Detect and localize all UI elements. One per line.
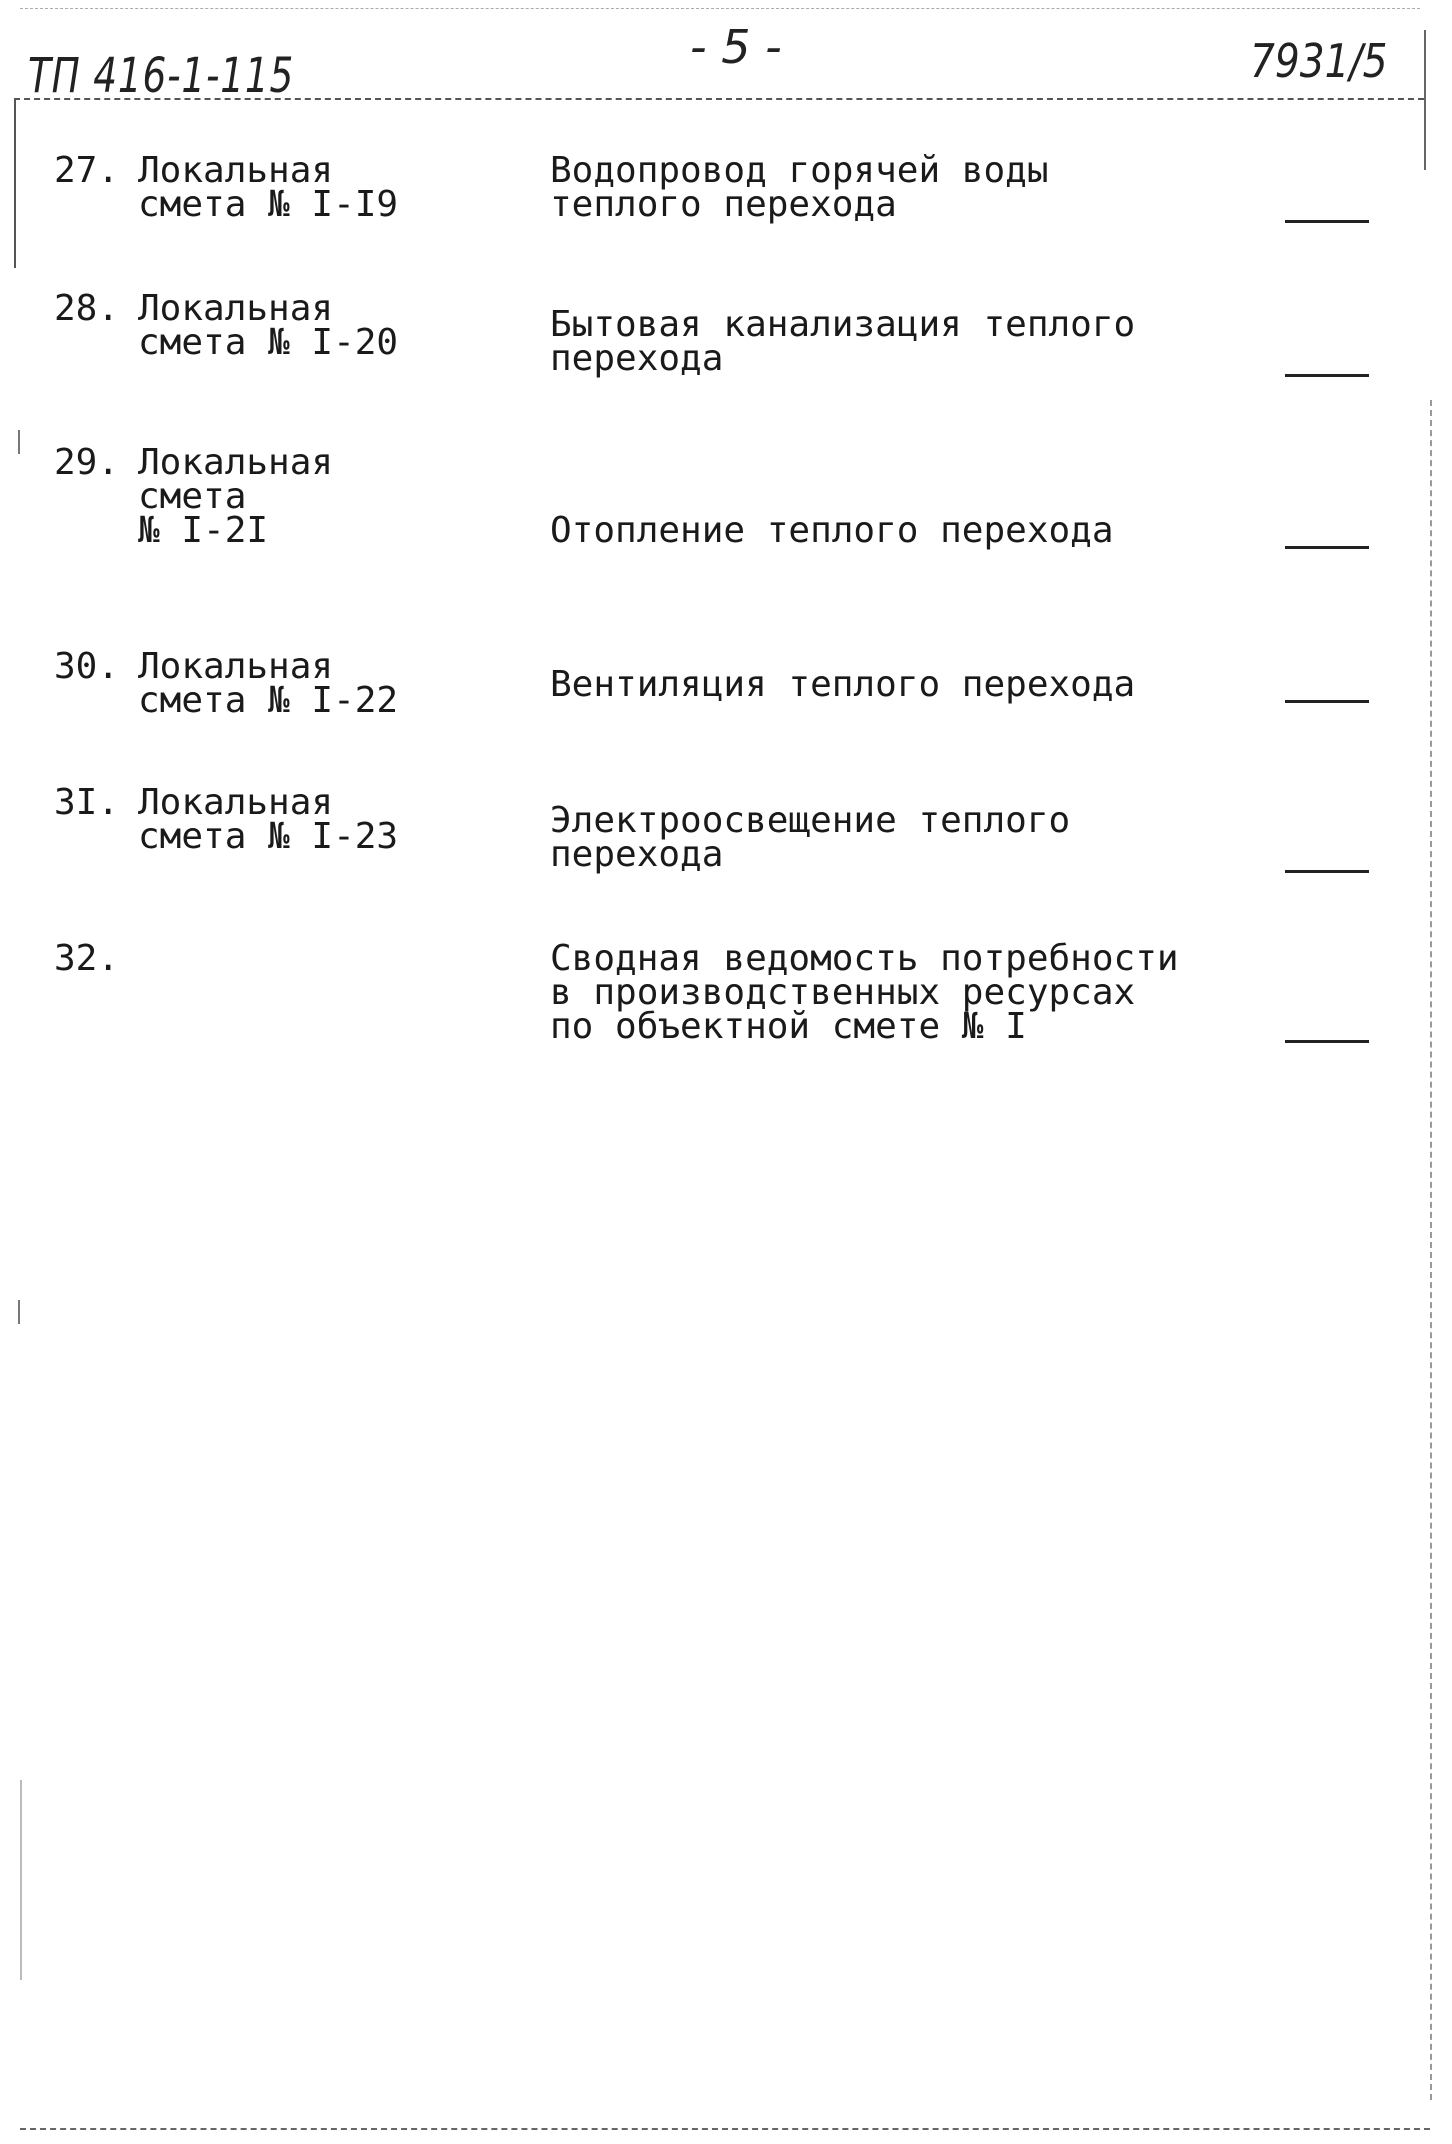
entry-label: Локальная смета № I-23	[138, 782, 399, 857]
entry-number: 32.	[54, 938, 120, 979]
top-edge-line	[20, 8, 1420, 9]
entry-number: 3I.	[54, 782, 120, 823]
entry-value-dash	[1285, 700, 1369, 703]
entry-description: Бытовая канализация теплого перехода	[550, 304, 1136, 379]
document-cipher: ТП 416-1-115	[28, 48, 295, 104]
entry-value-dash	[1285, 546, 1369, 549]
frame-left-line	[14, 98, 16, 268]
entry-description: Сводная ведомость потребности в производственных ресурсах по объектной смете № I	[550, 938, 1179, 1047]
entry-number: 30.	[54, 646, 120, 687]
entry-number: 28.	[54, 288, 120, 329]
entry-description: Водопровод горячей воды теплого перехода	[550, 150, 1049, 225]
frame-bottom-line	[20, 2128, 1430, 2130]
entry-label: Локальная смета № I-22	[138, 646, 399, 721]
entry-description: Вентиляция теплого перехода	[550, 664, 1136, 705]
scan-speck	[20, 1780, 22, 1980]
entry-value-dash	[1285, 1040, 1369, 1043]
page-number: - 5 -	[690, 20, 782, 74]
entry-description: Электроосвещение теплого перехода	[550, 800, 1071, 875]
entry-value-dash	[1285, 220, 1369, 223]
entry-number: 27.	[54, 150, 120, 191]
scan-speck	[18, 430, 20, 454]
scan-speck	[18, 1300, 20, 1324]
entry-description: Отопление теплого перехода	[550, 510, 1114, 551]
entry-label: Локальная смета № I-2I	[138, 442, 334, 551]
entry-number: 29.	[54, 442, 120, 483]
entry-label: Локальная смета № I-I9	[138, 150, 399, 225]
sheet-code: 7931/5	[1250, 34, 1388, 88]
entry-value-dash	[1285, 374, 1369, 377]
frame-right-line	[1424, 30, 1426, 170]
entry-value-dash	[1285, 870, 1369, 873]
frame-right-margin-line	[1430, 400, 1432, 2100]
entry-label: Локальная смета № I-20	[138, 288, 399, 363]
